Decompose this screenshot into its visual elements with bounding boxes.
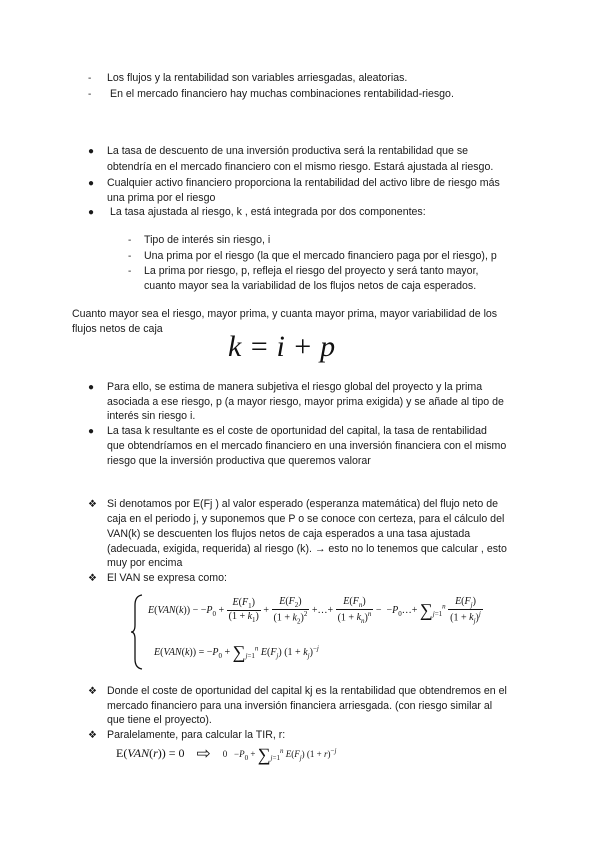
diamond-1-line-1: Si denotamos por E(Fj ) al valor esperado (esperanza matemática) del flujo neto de (107, 498, 498, 510)
bullet-2-line-2: una prima por el riesgo (107, 192, 216, 204)
diamond-4-line-1: Paralelamente, para calcular la TIR, r: (107, 729, 286, 741)
sub-item-3-line-1: La prima por riesgo, p, refleja el riesgo del proyecto y será tanto mayor, (144, 265, 479, 277)
sub-item-3-line-2: cuanto mayor sea la variabilidad de los flujos netos de caja esperados. (144, 280, 477, 292)
diamond-marker: ❖ (88, 573, 97, 584)
dash-item-1: Los flujos y la rentabilidad son variables arriesgadas, aleatorias. (107, 72, 408, 84)
sub-item-2: Una prima por el riesgo (la que el mercado financiero paga por el riesgo), p (144, 250, 497, 262)
paragraph-line-1: Cuanto mayor sea el riesgo, mayor prima, y cuanta mayor prima, mayor variabilidad de los (72, 308, 498, 320)
diamond-marker: ❖ (88, 686, 97, 697)
diamond-1-line-2: caja en el periodo j, y suponemos que P o se conoce con certeza, para el cálculo del (107, 513, 505, 525)
dash-marker: - (88, 89, 92, 100)
tir-equation: E(VAN(r)) = 0 ⇨ $0 -P_0 + \sum_{j=1}^n$ $E(F_j) (1 + r)^{-j}$ (116, 744, 337, 765)
diamond-2-line-1: El VAN se expresa como: (107, 572, 227, 584)
van-equation-1: $E(VAN(k)) - -P_0$ + $\frac{E(F_1)}{(1 + k_1)}$ + $\frac{E(F_2)}{(1 + k_2)^2}$ +…+ $\frac{E(F_n)}{(1 + k_n)^n}$ − $-P_0\dots+ \sum_{j=1}^n$ $\frac{E(F_j)}{(1 + k_j)^j}$ (148, 596, 481, 626)
paragraph-line-2: flujos netos de caja (72, 323, 163, 335)
bullet-marker: ● (88, 382, 95, 393)
bullet-marker: ● (88, 178, 95, 189)
sub-item-1: Tipo de interés sin riesgo, i (144, 234, 271, 246)
bullet-1-line-2: obtendría en el mercado financiero con el mismo riesgo. Estará ajustada al riesgo. (107, 161, 494, 173)
bullet-1-line-1: La tasa de descuento de una inversión productiva será la rentabilidad que se (107, 145, 469, 157)
bullet-3-line-1: La tasa ajustada al riesgo, k , está integrada por dos componentes: (110, 206, 426, 218)
diamond-marker: ❖ (88, 730, 97, 741)
dash-marker: - (128, 235, 132, 246)
bullet-2-line-1: Cualquier activo financiero proporciona la rentabilidad del activo libre de riesgo más (107, 177, 500, 189)
bullet-marker: ● (88, 426, 95, 437)
bullet-5-line-1: La tasa k resultante es el coste de oportunidad del capital, la tasa de rentabilidad (107, 425, 487, 437)
dash-marker: - (128, 266, 132, 277)
bullet-5-line-2: que obtendríamos en el mercado financiero en una inversión financiera con el mismo (107, 440, 507, 452)
diamond-3-line-3: que tiene el proyecto). (107, 714, 212, 726)
left-brace-icon (130, 593, 144, 671)
dash-marker: - (128, 251, 132, 262)
diamond-3-line-2: mercado financiero para una inversión financiera arriesgada. (con riesgo similar al (107, 700, 493, 712)
bullet-marker: ● (88, 146, 95, 157)
dash-item-2: En el mercado financiero hay muchas combinaciones rentabilidad-riesgo. (110, 88, 454, 100)
van-equation-2: $E(VAN(k)) = -P_0 + \sum_{j=1}^n$ $E(F_j) (1 + k_j)^{-j}$ (154, 642, 319, 662)
bullet-marker: ● (88, 207, 95, 218)
dash-marker: - (88, 73, 92, 84)
diamond-1-line-5: muy por encima (107, 557, 183, 569)
formula-k: k = i + p (228, 330, 336, 363)
arrow-right-icon: ⇨ (196, 744, 211, 764)
diamond-marker: ❖ (88, 499, 97, 510)
bullet-4-line-2: asociada a ese riesgo, p (a mayor riesgo, mayor prima exigida) y se añade al tipo de (107, 396, 504, 408)
diamond-1-line-4: (adecuada, exigida, requerida) al riesgo (k). → esto no lo tenemos que calcular , esto (107, 543, 507, 555)
diamond-1-line-3: VAN(k) se descuenten los flujos netos de caja esperados a una tasa ajustada (107, 528, 471, 540)
van-equation-system (130, 592, 562, 672)
bullet-5-line-3: riesgo que la inversión productiva que queremos valorar (107, 455, 371, 467)
bullet-4-line-1: Para ello, se estima de manera subjetiva el riesgo global del proyecto y la prima (107, 381, 483, 393)
bullet-4-line-3: interés sin riesgo i. (107, 410, 196, 422)
diamond-3-line-1: Donde el coste de oportunidad del capital kj es la rentabilidad que obtendremos en el (107, 685, 507, 697)
